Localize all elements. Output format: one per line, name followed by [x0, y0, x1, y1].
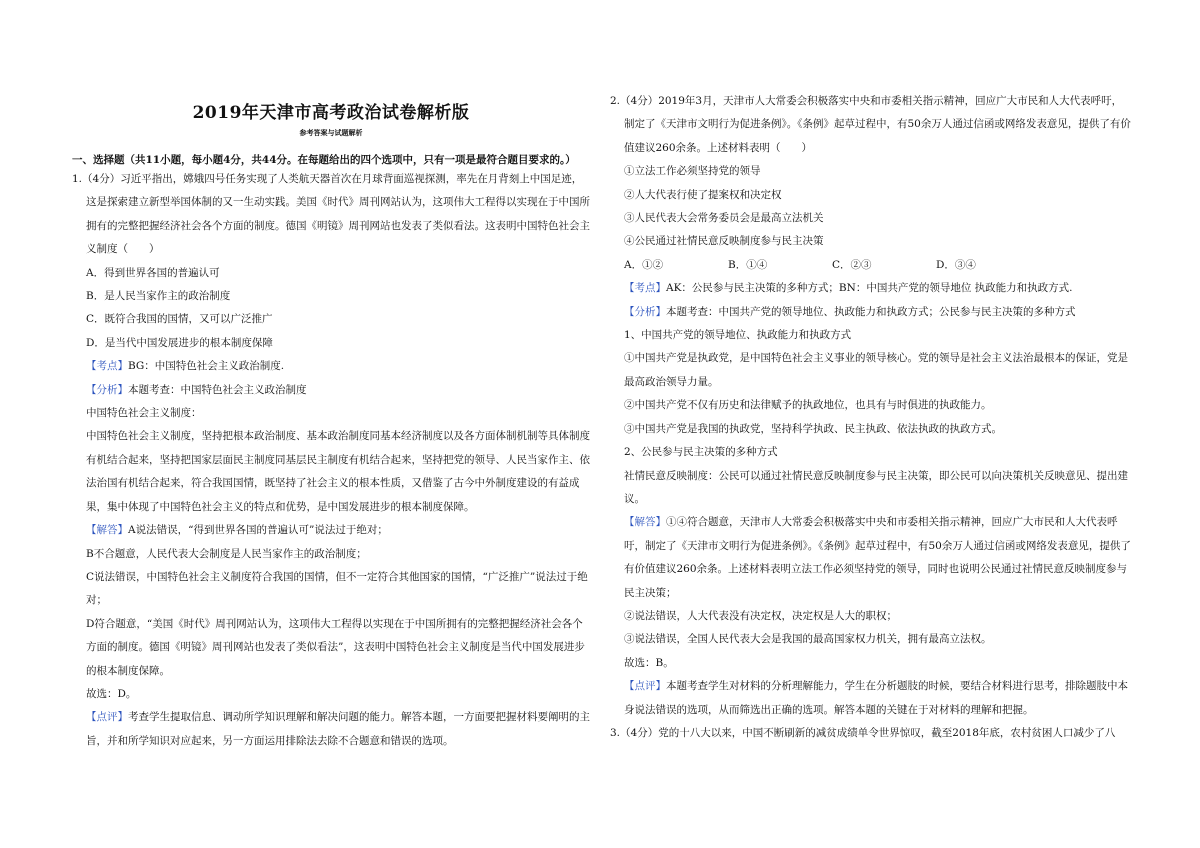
page-subtitle: 参考答案与试题解析	[299, 128, 363, 137]
q1-dianping: 【点评】考查学生提取信息、调动所学知识理解和解决问题的能力。解答本题，一方面要把握材料要阐明的主旨，并和所学知识对应起来，另一方面运用排除法去除不合题意和错误的选项。	[86, 711, 590, 747]
q1-jieda: 【解答】A说法错误，“得到世界各国的普遍认可”说法过于绝对；	[86, 524, 388, 537]
fenxi-tag: 【分析】	[86, 383, 128, 396]
q2-answer: 故选：B。	[624, 656, 674, 669]
q2-kaodian: 【考点】AK：公民参与民主决策的多种方式；BN：中国共产党的领导地位 执政能力和执政方式.	[624, 282, 1073, 295]
q2-f2a: 社情民意反映制度：公民可以通过社情民意反映制度参与民主决策，即公民可以向决策机关反映意见、提出建议。	[624, 469, 1128, 505]
q1-jieda-d: D符合题意，“美国《时代》周刊网站认为，这项伟大工程得以实现在于中国所拥有的完整把握经济社会各个方面的制度。德国《明镜》周刊网站也发表了类似看法”，这表明中国特色社会主义制度是当代中国发展进步的根本制度保障。	[86, 617, 585, 677]
q2-item-1: ①立法工作必须坚持党的领导	[624, 165, 761, 178]
q1-fenxi: 【分析】本题考查：中国特色社会主义政治制度	[86, 383, 307, 396]
q1-option-a: A．得到世界各国的普遍认可	[86, 266, 220, 279]
dianping-tag: 【点评】	[624, 680, 666, 693]
q2-f1b: ②中国共产党不仅有历史和法律赋予的执政地位，也具有与时俱进的执政能力。	[624, 399, 992, 412]
q2-choice-d: D．③④	[936, 258, 976, 271]
dianping-tag: 【点评】	[86, 711, 128, 724]
q2-jieda-2: ②说法错误，人大代表没有决定权，决定权是人大的职权；	[624, 609, 897, 622]
q1-fenxi-sub: 中国特色社会主义制度：	[86, 407, 202, 420]
q2-item-4: ④公民通过社情民意反映制度参与民主决策	[624, 235, 824, 248]
q1-option-b: B．是人民当家作主的政治制度	[86, 290, 231, 303]
q2-stem: 2.（4分）2019年3月，天津市人大常委会积极落实中央和市委相关指示精神，回应广大市民和人大代表呼吁，制定了《天津市文明行为促进条例》。《条例》起草过程中，有50余万人通过信函或网络发表意见，提供了有价值建议260余条。上述材料表明（ ）	[610, 95, 1131, 154]
section-heading: 一、选择题（共11小题，每小题4分，共44分。在每题给出的四个选项中，只有一项是最符合题目要求的。）	[72, 154, 576, 166]
q2-choices	[610, 254, 1132, 277]
q1-kaodian: 【考点】BG：中国特色社会主义政治制度.	[86, 360, 285, 373]
fenxi-tag: 【分析】	[624, 305, 666, 318]
q1-fenxi-body: 中国特色社会主义制度，坚持把根本政治制度、基本政治制度同基本经济制度以及各方面体制机制等具体制度有机结合起来，坚持把国家层面民主制度同基层民主制度有机结合起来，坚持把党的领导、人民当家作主、依法治国有机结合起来，符合我国国情，既坚持了社会主义的根本性质，又借鉴了古今中外制度建设的有益成果，集中体现了中国特色社会主义的特点和优势，是中国发展进步的根本制度保障。	[86, 430, 590, 513]
q1-jieda-c: C说法错误，中国特色社会主义制度符合我国的国情，但不一定符合其他国家的国情，“广泛推广”说法过于绝对；	[86, 570, 588, 607]
jieda-tag: 【解答】	[624, 516, 666, 529]
q2-jieda-3: ③说法错误，全国人民代表大会是我国的最高国家权力机关，拥有最高立法权。	[624, 633, 992, 646]
kaodian-tag: 【考点】	[624, 282, 666, 295]
q1-option-c: C．既符合我国的国情，又可以广泛推广	[86, 313, 273, 326]
jieda-tag: 【解答】	[86, 524, 128, 537]
q1-jieda-b: B不合题意，人民代表大会制度是人民当家作主的政治制度；	[86, 547, 367, 560]
kaodian-tag: 【考点】	[86, 360, 128, 373]
q2-fenxi: 【分析】本题考查：中国共产党的领导地位、执政能力和执政方式；公民参与民主决策的多种方式	[624, 305, 1076, 318]
question-2	[610, 90, 1132, 745]
question-1	[72, 168, 590, 753]
q2-item-2: ②人大代表行使了提案权和决定权	[624, 188, 782, 201]
q2-dianping: 【点评】本题考查学生对材料的分析理解能力，学生在分析题肢的时候，要结合材料进行思考，排除题肢中本身说法错误的选项，从而筛选出正确的选项。解答本题的关键在于对材料的理解和把握。	[624, 680, 1128, 716]
q1-answer: 故选：D。	[86, 687, 137, 700]
q1-option-d: D．是当代中国发展进步的根本制度保障	[86, 336, 273, 349]
q2-f1a: ①中国共产党是执政党，是中国特色社会主义事业的领导核心。党的领导是社会主义法治最根本的保证，党是最高政治领导力量。	[624, 352, 1128, 388]
q3-stem: 3.（4分）党的十八大以来，中国不断刷新的减贫成绩单令世界惊叹，截至2018年底，农村贫困人口减少了八	[610, 726, 1116, 739]
q2-choice-a: A．①②	[624, 258, 664, 271]
q2-choice-b: B．①④	[728, 258, 768, 271]
q1-stem: 1.（4分）习近平指出，嫦娥四号任务实现了人类航天器首次在月球背面巡视探测，率先在月背刻上中国足迹，这是探索建立新型举国体制的又一生动实践。美国《时代》周刊网站认为，这项伟大工程得以实现在于中国所拥有的完整把握经济社会各个方面的制度。德国《明镜》周刊网站也发表了类似看法。这表明中国特色社会主义制度（ ）	[72, 173, 590, 256]
q2-f1c: ③中国共产党是我国的执政党，坚持科学执政、民主执政、依法执政的执政方式。	[624, 422, 1002, 435]
q2-item-3: ③人民代表大会常务委员会是最高立法机关	[624, 212, 824, 225]
q2-f1: 1、中国共产党的领导地位、执政能力和执政方式	[624, 329, 852, 342]
q2-choice-c: C．②③	[832, 258, 872, 271]
q2-f2: 2、公民参与民主决策的多种方式	[624, 446, 778, 459]
page-title: 2019年天津市高考政治试卷解析版	[192, 103, 470, 123]
q2-jieda: 【解答】①④符合题意，天津市人大常委会积极落实中央和市委相关指示精神，回应广大市民和人大代表呼吁，制定了《天津市文明行为促进条例》。《条例》起草过程中，有50余万人通过信函或网络发表意见，提供了有价值建议260余条。上述材料表明立法工作必须坚持党的领导，同时也说明公民通过社情民意反映制度参与民主决策；	[624, 516, 1131, 599]
